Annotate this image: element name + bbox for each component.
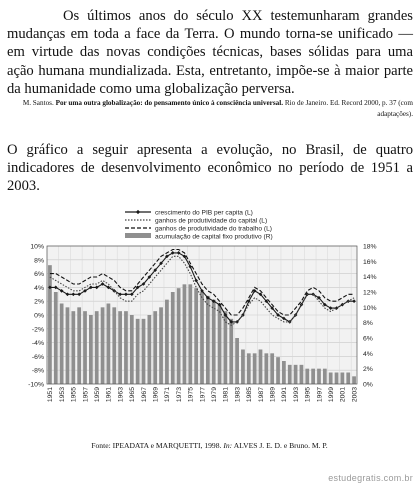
capital-bar <box>48 265 52 384</box>
question-paragraph: O gráfico a seguir apresenta a evolução, no Brasil, de quatro indicadores de desenvolvimento econômico no período de 1951 a 2003. <box>7 142 413 195</box>
citation <box>0 98 413 120</box>
x-axis-tick-label: 1987 <box>257 387 265 403</box>
x-axis-tick-label: 1979 <box>210 387 218 403</box>
legend-label: ganhos de produtividade do trabalho (L) <box>155 225 272 233</box>
right-axis-tick-label: 0% <box>363 381 373 389</box>
left-axis-tick-label: 0% <box>34 312 44 320</box>
capital-bar <box>124 311 128 384</box>
x-axis-tick-label: 1985 <box>246 387 254 403</box>
left-axis-tick-label: 10% <box>30 243 44 251</box>
capital-bar <box>159 307 163 384</box>
capital-bar <box>66 307 70 384</box>
capital-bar <box>323 369 327 384</box>
capital-bar <box>212 300 216 384</box>
x-axis-tick-label: 1977 <box>199 387 207 403</box>
source-authors: ALVES J. E. D. e Bruno. M. P. <box>233 441 328 450</box>
capital-bar <box>300 365 304 384</box>
right-axis-tick-label: 14% <box>363 274 377 282</box>
x-axis-tick-label: 1963 <box>117 387 125 403</box>
capital-bar <box>188 284 192 384</box>
x-axis-tick-label: 1957 <box>82 387 90 403</box>
legend-label: ganhos de produtividade do capital (L) <box>155 217 268 225</box>
capital-bar <box>247 353 251 384</box>
capital-bar <box>282 361 286 384</box>
x-axis-tick-label: 1973 <box>175 387 183 403</box>
capital-bar <box>89 315 93 384</box>
right-axis-tick-label: 8% <box>363 320 373 328</box>
citation-details: Rio de Janeiro. Ed. Record 2000, p. 37 (com adaptações). <box>284 99 413 118</box>
capital-bar <box>329 373 333 385</box>
capital-bar <box>206 296 210 384</box>
x-axis-tick-label: 1989 <box>269 387 277 403</box>
chart-svg <box>27 200 393 420</box>
capital-bar <box>341 373 345 385</box>
capital-bar <box>311 369 315 384</box>
economic-indicators-chart <box>27 200 393 420</box>
capital-bar <box>294 365 298 384</box>
x-axis-tick-label: 2001 <box>339 387 347 403</box>
capital-bar <box>335 373 339 385</box>
capital-bar <box>194 288 198 384</box>
left-axis-tick-label: -10% <box>28 381 44 389</box>
capital-bar <box>118 311 122 384</box>
right-axis-tick-label: 16% <box>363 258 377 266</box>
capital-bar <box>317 369 321 384</box>
source-prefix: Fonte: IPEADATA e MARQUETTI, 1998. <box>91 441 222 450</box>
intro-paragraph: Os últimos anos do século XX testemunharam grandes mudanças em toda a face da Terra. O mundo torna-se unificado — em virtude das novas condições técnicas, bases sólidas para uma ação humana mundializada. Esta, entretanto, impõe-se à maior parte da humanidade como uma globalização perversa. <box>7 8 413 97</box>
x-axis-tick-label: 1959 <box>94 387 102 403</box>
left-axis-tick-label: -8% <box>31 367 44 375</box>
capital-bar <box>241 350 245 385</box>
capital-bar <box>95 311 99 384</box>
capital-bar <box>171 292 175 384</box>
left-axis-tick-label: -4% <box>31 340 44 348</box>
capital-bar <box>101 307 105 384</box>
capital-bar <box>253 353 257 384</box>
x-axis-tick-label: 1991 <box>281 387 289 403</box>
right-axis-tick-label: 12% <box>363 289 377 297</box>
capital-bar <box>229 319 233 384</box>
x-axis-tick-label: 1951 <box>47 387 55 403</box>
x-axis-tick-label: 1967 <box>140 387 148 403</box>
right-axis-tick-label: 4% <box>363 350 373 358</box>
capital-bar <box>142 319 146 384</box>
citation-author: M. Santos. <box>22 99 54 107</box>
legend-label: crescimento do PIB per capita (L) <box>155 209 253 217</box>
capital-bar <box>153 311 157 384</box>
left-axis-tick-label: 4% <box>34 284 44 292</box>
x-axis-tick-label: 2003 <box>351 387 359 403</box>
x-axis-tick-label: 1969 <box>152 387 160 403</box>
x-axis-tick-label: 1965 <box>129 387 137 403</box>
capital-bar <box>235 338 239 384</box>
capital-bar <box>60 304 64 385</box>
left-axis-tick-label: 6% <box>34 271 44 279</box>
source-in: In: <box>223 441 233 450</box>
x-axis-tick-label: 1955 <box>70 387 78 403</box>
capital-bar <box>264 353 268 384</box>
capital-bar <box>352 376 356 384</box>
right-axis-tick-label: 2% <box>363 366 373 374</box>
left-axis-tick-label: -6% <box>31 353 44 361</box>
right-axis-tick-label: 6% <box>363 335 373 343</box>
x-axis-tick-label: 1971 <box>164 387 172 403</box>
capital-bar <box>83 311 87 384</box>
capital-bar <box>259 350 263 385</box>
x-axis-tick-label: 1975 <box>187 387 195 403</box>
chart-source <box>0 441 419 450</box>
capital-bar <box>288 365 292 384</box>
watermark: estudegratis.com.br <box>328 473 413 483</box>
capital-bar <box>112 307 116 384</box>
x-axis-tick-label: 1995 <box>304 387 312 403</box>
left-axis-tick-label: 8% <box>34 257 44 265</box>
capital-bar <box>270 353 274 384</box>
capital-bar <box>183 284 187 384</box>
capital-bar <box>107 304 111 385</box>
capital-bar <box>54 292 58 384</box>
x-axis-tick-label: 1983 <box>234 387 242 403</box>
x-axis-tick-label: 1981 <box>222 387 230 403</box>
capital-bar <box>276 357 280 384</box>
x-axis-tick-label: 1961 <box>105 387 113 403</box>
x-axis-tick-label: 1993 <box>292 387 300 403</box>
capital-bar <box>71 311 75 384</box>
right-axis-tick-label: 18% <box>363 243 377 251</box>
capital-bar <box>305 369 309 384</box>
citation-title: Por uma outra globalização: do pensamento único à consciência universal. <box>55 99 284 107</box>
legend-label: acumulação de capital fixo produtivo (R) <box>155 233 273 241</box>
capital-bar <box>147 315 151 384</box>
capital-bar <box>218 304 222 385</box>
x-axis-tick-label: 1953 <box>58 387 66 403</box>
x-axis-tick-label: 1997 <box>316 387 324 403</box>
capital-bar <box>200 292 204 384</box>
left-axis-tick-label: 2% <box>34 298 44 306</box>
capital-bar <box>130 315 134 384</box>
capital-bar <box>177 288 181 384</box>
x-axis-tick-label: 1999 <box>327 387 335 403</box>
right-axis-tick-label: 10% <box>363 304 377 312</box>
left-axis-tick-label: -2% <box>31 326 44 334</box>
capital-bar <box>136 319 140 384</box>
legend-swatch-bar <box>125 233 151 238</box>
capital-bar <box>346 373 350 385</box>
capital-bar <box>77 307 81 384</box>
capital-bar <box>165 300 169 384</box>
